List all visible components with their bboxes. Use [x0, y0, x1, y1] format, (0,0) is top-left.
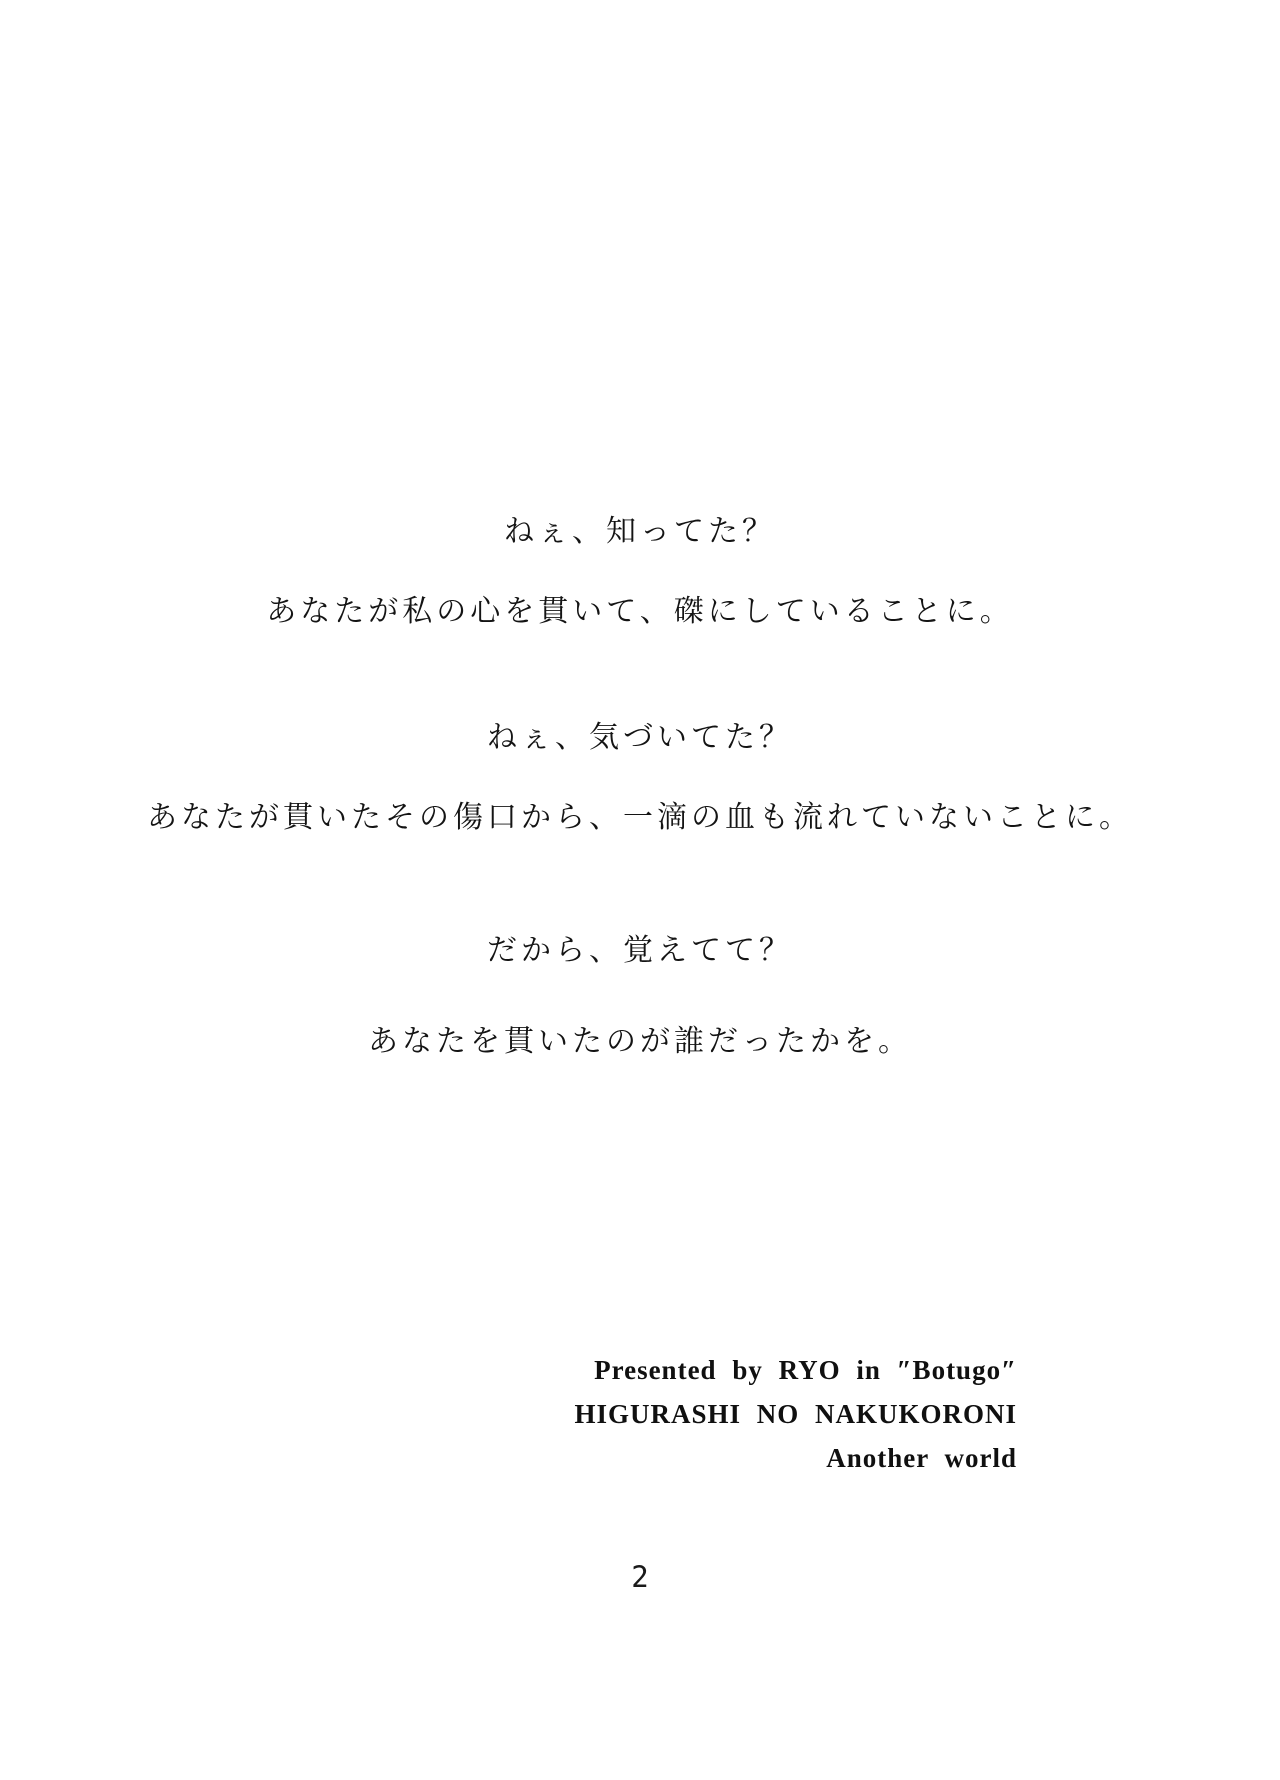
poem-stanza1-question: ねぇ、知ってた？: [504, 514, 776, 549]
page-number: 2: [631, 1560, 649, 1594]
credits-subtitle: Another world: [826, 1443, 1017, 1473]
poem-stanza3-statement: あなたを貫いたのが誰だったかを。: [368, 1024, 912, 1059]
poem-stanza2-statement: あなたが貫いたその傷口から、一滴の血も流れていないことに。: [147, 800, 1133, 835]
credits-block: [574, 1348, 1017, 1480]
poem-stanza3-question: だから、覚えてて？: [487, 933, 793, 968]
poem-stanza2-question: ねぇ、気づいてた？: [487, 720, 793, 755]
poem-stanza1-statement: あなたが私の心を貫いて、磔にしていることに。: [266, 594, 1014, 629]
credits-presented-by: Presented by RYO in ″Botugo″: [594, 1355, 1017, 1385]
credits-series-title: HIGURASHI NO NAKUKORONI: [574, 1399, 1017, 1429]
